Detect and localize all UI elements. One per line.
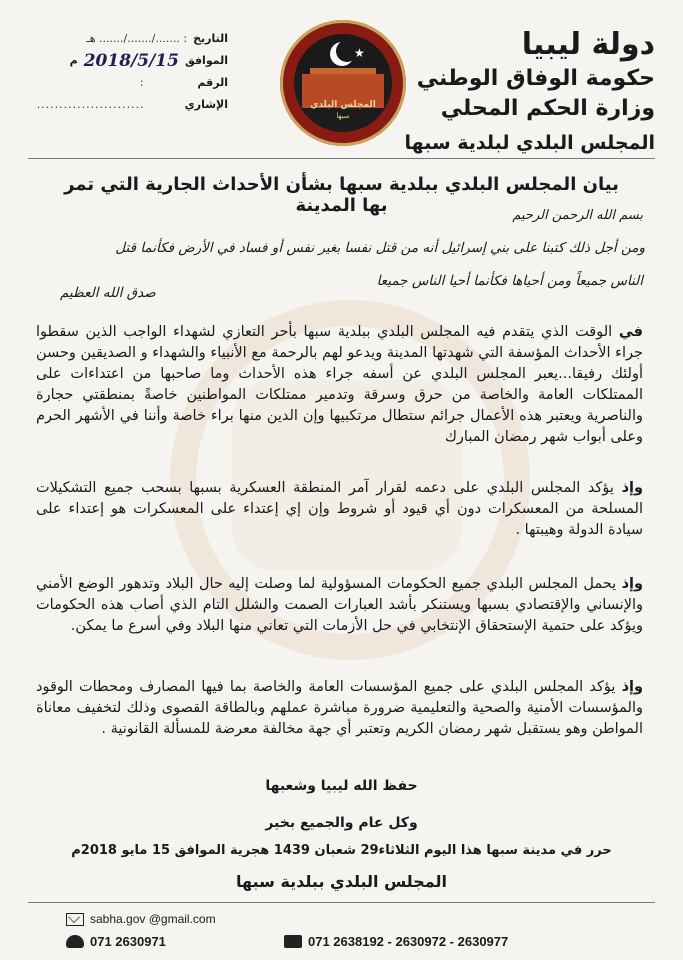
basmala: بسم الله الرحمن الرحيم (512, 208, 643, 223)
closing-prayer: حفظ الله ليبيا وشعبها (265, 778, 418, 794)
quran-verse-closing: صدق الله العظيم (60, 285, 156, 301)
footer-email (66, 912, 216, 926)
corresponding-label: الموافق (184, 54, 228, 67)
phone-text: 071 2630971 (90, 934, 166, 949)
ministry-name: وزارة الحكم المحلي (440, 96, 655, 121)
reference-label: الرقم الإشاري (184, 76, 228, 111)
council-logo (280, 20, 406, 146)
footer-fax (284, 934, 508, 949)
fax-text: 071 2638192 - 2630972 - 2630977 (308, 934, 509, 949)
closing-greeting: وكل عام والجميع بخير (265, 815, 418, 831)
phone-icon (66, 935, 84, 948)
date-value: : ......./......./....... هـ (86, 32, 188, 45)
corresponding-suffix: م (69, 54, 78, 67)
signature: المجلس البلدي ببلدية سبها (236, 872, 447, 891)
star-icon: ★ (354, 46, 365, 60)
government-name: حكومة الوفاق الوطني (416, 66, 655, 91)
issue-date-line: حرر في مدينة سبها هذا اليوم الثلاثاء29 شعبان 1439 هجرية الموافق 15 مايو 2018م (71, 843, 612, 858)
paragraph-government-responsibility: وإذ يحمل المجلس البلدي جميع الحكومات المسؤولية لما وصلت إليه حال البلاد وتدهور الوضع الأمني والإنساني والإقتصادي بسبها ويستنكر بأشد العبارات الصمت والشلل التام الذي أصاب هذه الحكومات ويؤكد على حتمية الإستحقاق الإنتخابي في حل الأزمات التي تعاني منها البلاد وفي أسرع ما يمكن. (36, 576, 643, 634)
state-name: دولة ليبيا (521, 27, 655, 62)
reference-block (28, 28, 228, 116)
header-divider (28, 158, 655, 159)
logo-subtext: سبها (336, 112, 350, 120)
fax-icon (284, 935, 302, 948)
corresponding-date: 2018/5/15 (83, 51, 179, 71)
footer-phone (66, 934, 166, 949)
council-name: المجلس البلدي لبلدية سبها (404, 132, 655, 154)
quran-verse-line1: ومن أجل ذلك كتبنا على بني إسرائيل أنه من قتل نفسا بغير نفس أو فساد في الأرض فكأنما قتل (115, 240, 645, 256)
statement-title: بيان المجلس البلدي ببلدية سبها بشأن الأحداث الجارية التي تمر بها المدينة (64, 174, 619, 216)
date-label: التاريخ (193, 32, 228, 45)
letterhead-titles (395, 28, 655, 158)
quran-verse-line2: الناس جميعاً ومن أحياها فكأنما أحيا الناس جميعا (376, 273, 643, 289)
paragraph-institutions: وإذ يؤكد المجلس البلدي على جميع المؤسسات العامة والخاصة بما فيها المصارف ومحطات الوقود والمؤسسات الأمنية والصحية والتعليمية ضرورة مباشرة عملهم وبالطاقة القصوى وذلك لتخفيف معاناة المواطن وهو يستقبل شهر رمضان الكريم وتعتبر أي جهة مخالفة معرضة للمسألة القانونية . (36, 679, 643, 737)
reference-value: : ........................ (36, 76, 145, 111)
envelope-icon (66, 913, 84, 926)
footer-divider (28, 902, 655, 903)
paragraph-condolences: في الوقت الذي يتقدم فيه المجلس البلدي ببلدية سبها بأحر التعازي لشهداء الواجب الذين سقطوا جراء الأحداث المؤسفة التي شهدتها المدينة ويدعو لهم بالرحمة مع الأنبياء والشهداء و الصديقين وحسن أولئك رفيقا...يعبر المجلس البلدي عن أسفه جراء هذه الأحداث وما صاحبها من اعتداءات على الممتلكات العامة والخاصة من حرق وسرقة وتدمير ممتلكات المواطنين خاصةً بمنطقتي حجارة والناصرية ويعتبر هذه الأعمال جرائم ستطال مرتكبيها وإن الدين منها براء خاصة وأننا في الأشهر الحرم وعلى أبواب شهر رمضان المبارك (36, 324, 643, 445)
email-text: sabha.gov @gmail.com (90, 912, 216, 926)
paragraph-military-withdrawal: وإذ يؤكد المجلس البلدي على دعمه لقرار آمر المنطقة العسكرية بسبها بسحب جميع التشكيلات المسلحة من المعسكرات دون أي قيود أو شروط وإن إي إعتداء على المعسكرات هو إعتداء على سيادة الدولة وهيبتها . (36, 480, 643, 538)
logo-text: المجلس البلدي (310, 100, 376, 110)
